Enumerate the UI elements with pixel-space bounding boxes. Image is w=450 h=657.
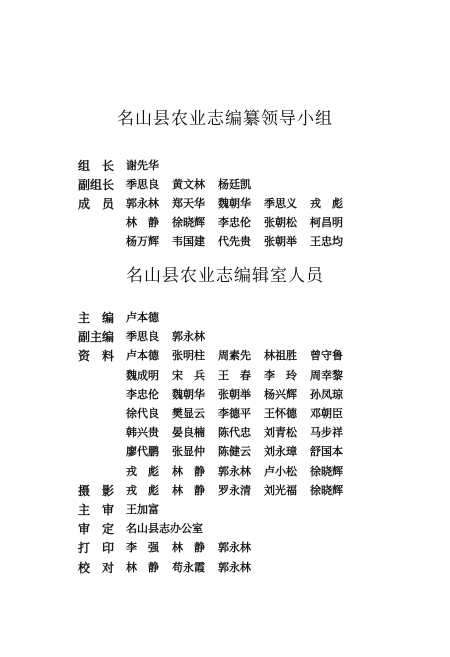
role-label: 副主编 bbox=[78, 330, 115, 345]
editorial-title: 名山县农业志编辑室人员 bbox=[126, 266, 324, 286]
member-name: 王怀德 bbox=[264, 407, 297, 420]
member-name: 林祖胜 bbox=[264, 349, 297, 363]
member-name: 戎 彪 bbox=[126, 483, 159, 497]
member-name: 王 春 bbox=[218, 368, 251, 382]
editorial-row bbox=[78, 328, 398, 346]
role-label: 摄 影 bbox=[78, 483, 115, 498]
member-name: 徐晓辉 bbox=[310, 464, 343, 478]
member-name: 林 静 bbox=[126, 560, 159, 574]
role-label: 校 对 bbox=[78, 560, 115, 575]
role-label: 成 员 bbox=[78, 197, 115, 212]
member-name: 谢先华 bbox=[126, 159, 159, 172]
leadership-row bbox=[78, 233, 398, 251]
role-label: 主 审 bbox=[78, 503, 115, 517]
member-name: 徐代良 bbox=[126, 407, 159, 420]
member-name: 卢本德 bbox=[126, 349, 159, 363]
member-name: 季思义 bbox=[264, 197, 297, 211]
member-name: 郭永林 bbox=[126, 197, 159, 211]
member-name: 季思良 bbox=[126, 330, 159, 344]
leadership-row bbox=[78, 214, 398, 232]
member-name: 戎 彪 bbox=[310, 197, 343, 211]
member-name: 魏成明 bbox=[126, 368, 159, 382]
member-name: 李忠伦 bbox=[218, 216, 251, 230]
role-label: 资 料 bbox=[78, 349, 115, 364]
member-name: 马步祥 bbox=[310, 426, 343, 440]
member-name: 季思良 bbox=[126, 178, 159, 192]
member-name: 张朝举 bbox=[218, 387, 251, 401]
member-name: 刘青松 bbox=[264, 426, 297, 440]
member-name: 苟永霞 bbox=[172, 560, 205, 574]
member-name: 王忠均 bbox=[310, 235, 343, 249]
member-name: 林 静 bbox=[172, 541, 205, 555]
member-name: 张明柱 bbox=[172, 349, 205, 363]
member-name: 罗永清 bbox=[218, 483, 251, 497]
member-name: 杨万辉 bbox=[126, 235, 159, 249]
member-name: 曾守鲁 bbox=[310, 349, 343, 363]
member-name: 魏朝华 bbox=[172, 387, 205, 401]
member-name: 卢小松 bbox=[264, 464, 297, 478]
leadership-title: 名山县农业志编纂领导小组 bbox=[117, 109, 333, 129]
editorial-row bbox=[78, 501, 398, 519]
member-name: 李 玲 bbox=[264, 368, 297, 382]
member-name: 周幸黎 bbox=[310, 368, 343, 382]
editorial-row bbox=[78, 539, 398, 557]
member-name: 宋 兵 bbox=[172, 368, 205, 382]
member-name: 郭永林 bbox=[218, 560, 251, 574]
member-name: 王加富 bbox=[126, 503, 159, 516]
member-name: 韦国建 bbox=[172, 235, 205, 249]
member-name: 徐晓辉 bbox=[172, 216, 205, 230]
member-name: 陈健云 bbox=[218, 445, 251, 459]
role-label: 审 定 bbox=[78, 522, 115, 537]
member-name: 名山县志办公室 bbox=[126, 522, 203, 536]
member-name: 李德平 bbox=[218, 407, 251, 420]
editorial-row bbox=[78, 482, 398, 500]
member-name: 郭永林 bbox=[218, 541, 251, 555]
leadership-row bbox=[78, 195, 398, 213]
member-name: 黄文林 bbox=[172, 178, 205, 192]
member-name: 林 静 bbox=[126, 216, 159, 230]
member-name: 张朝举 bbox=[264, 235, 297, 249]
editorial-row bbox=[78, 424, 398, 442]
member-name: 柯昌明 bbox=[310, 216, 343, 230]
editorial-row bbox=[78, 405, 398, 423]
editorial-row bbox=[78, 386, 398, 404]
member-name: 孙凤琼 bbox=[310, 387, 343, 401]
role-label: 组 长 bbox=[78, 159, 115, 173]
member-name: 樊显云 bbox=[172, 407, 205, 420]
member-name: 刘光福 bbox=[264, 483, 297, 497]
member-name: 徐晓辉 bbox=[310, 483, 343, 497]
member-name: 戎 彪 bbox=[126, 464, 159, 478]
member-name: 杨廷凯 bbox=[218, 178, 251, 192]
leadership-row bbox=[78, 176, 398, 194]
editorial-row bbox=[78, 367, 398, 385]
member-name: 廖代鹏 bbox=[126, 445, 159, 459]
member-name: 韩兴贵 bbox=[126, 426, 159, 440]
member-name: 郑天华 bbox=[172, 197, 205, 211]
member-name: 舒国本 bbox=[310, 445, 343, 459]
editorial-row bbox=[78, 520, 398, 538]
member-name: 李忠伦 bbox=[126, 387, 159, 401]
editorial-row bbox=[78, 559, 398, 577]
member-name: 林 静 bbox=[172, 464, 205, 478]
editorial-row bbox=[78, 443, 398, 461]
member-name: 张显仲 bbox=[172, 445, 205, 459]
member-name: 李 强 bbox=[126, 541, 159, 555]
editorial-row bbox=[78, 463, 398, 481]
member-name: 张朝松 bbox=[264, 216, 297, 230]
member-name: 晏良楠 bbox=[172, 426, 205, 440]
member-name: 邓朝臣 bbox=[310, 407, 343, 420]
role-label: 主 编 bbox=[78, 311, 115, 325]
member-name: 刘永璋 bbox=[264, 445, 297, 459]
role-label: 打 印 bbox=[78, 541, 115, 556]
member-name: 林 静 bbox=[172, 483, 205, 497]
leadership-row bbox=[78, 157, 398, 175]
editorial-row bbox=[78, 309, 398, 327]
member-name: 陈代忠 bbox=[218, 426, 251, 440]
member-name: 郭永林 bbox=[218, 464, 251, 478]
member-name: 郭永林 bbox=[172, 330, 205, 344]
member-name: 卢本德 bbox=[126, 311, 159, 324]
editorial-row bbox=[78, 347, 398, 365]
member-name: 代先贵 bbox=[218, 235, 251, 249]
member-name: 杨兴辉 bbox=[264, 387, 297, 401]
role-label: 副组长 bbox=[78, 178, 115, 193]
member-name: 周素先 bbox=[218, 349, 251, 363]
member-name: 魏朝华 bbox=[218, 197, 251, 211]
